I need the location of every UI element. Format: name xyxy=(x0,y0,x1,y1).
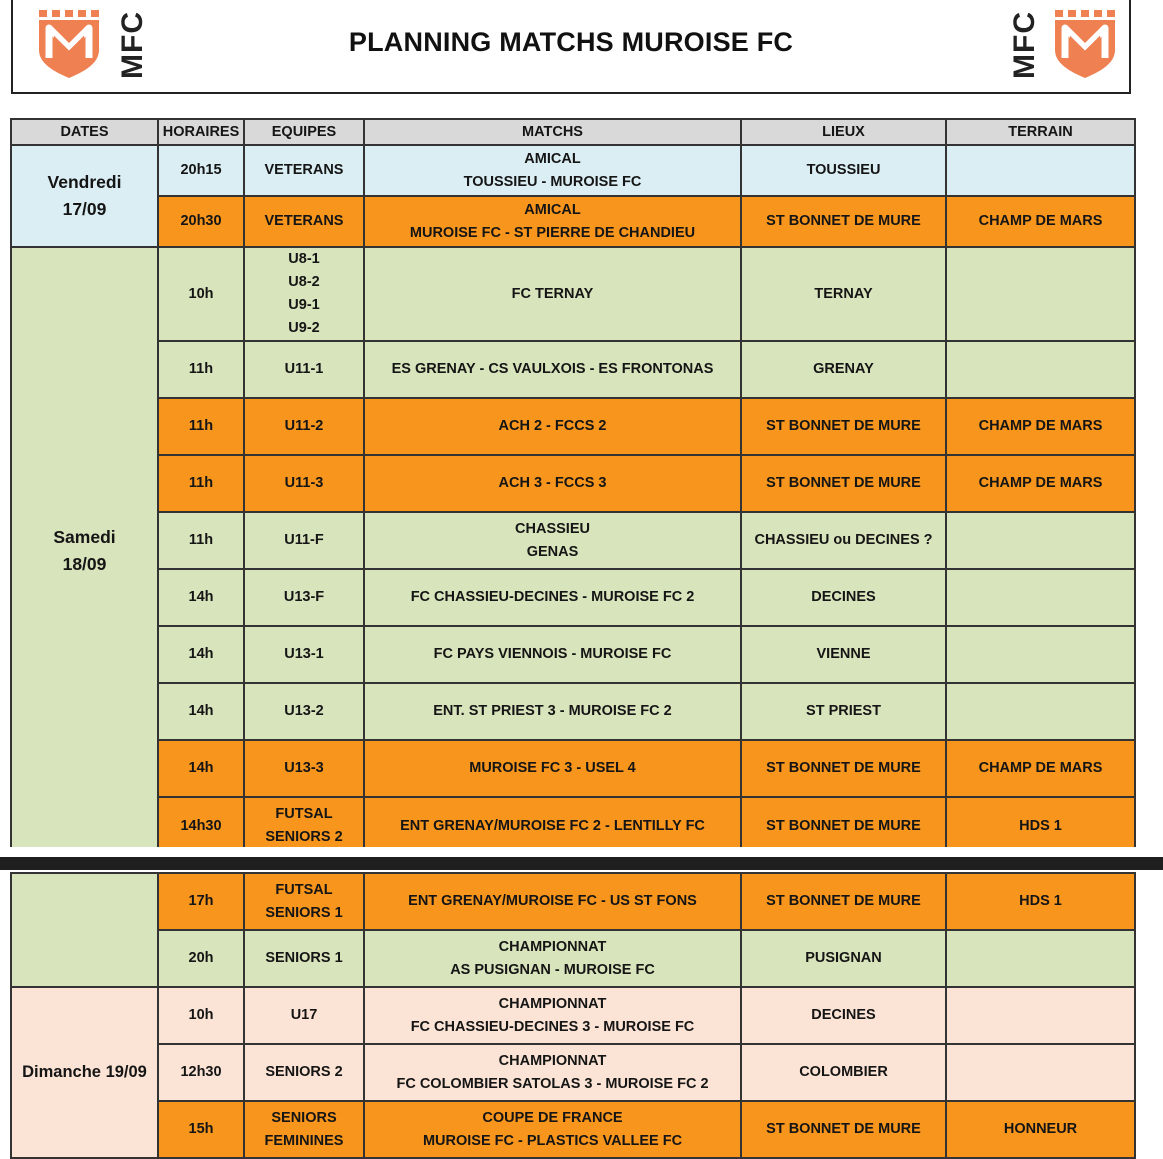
field-cell xyxy=(946,247,1135,341)
time-cell: 17h xyxy=(158,873,244,930)
mfc-vertical-text-left: MFC xyxy=(116,11,149,79)
field-cell: HDS 1 xyxy=(946,873,1135,930)
col-header-terrain: TERRAIN xyxy=(946,119,1135,145)
field-cell xyxy=(946,930,1135,987)
place-cell: ST BONNET DE MURE xyxy=(741,455,946,512)
team-cell: SENIORS FEMININES xyxy=(244,1101,364,1158)
col-header-equipes: EQUIPES xyxy=(244,119,364,145)
table-row xyxy=(11,987,1135,1044)
field-cell: HDS 1 xyxy=(946,797,1135,855)
time-cell: 10h xyxy=(158,987,244,1044)
time-cell: 14h xyxy=(158,740,244,797)
team-cell: U11-1 xyxy=(244,341,364,398)
place-cell: GRENAY xyxy=(741,341,946,398)
match-cell: AMICAL TOUSSIEU - MUROISE FC xyxy=(364,145,741,196)
time-cell: 20h15 xyxy=(158,145,244,196)
page-separator-bar xyxy=(0,857,1163,870)
place-cell: ST BONNET DE MURE xyxy=(741,196,946,247)
match-cell: FC PAYS VIENNOIS - MUROISE FC xyxy=(364,626,741,683)
table-row xyxy=(11,683,1135,740)
time-cell: 14h30 xyxy=(158,797,244,855)
team-cell: SENIORS 1 xyxy=(244,930,364,987)
mfc-vertical-text-right: MFC xyxy=(1008,11,1041,79)
table-row xyxy=(11,873,1135,930)
field-cell xyxy=(946,145,1135,196)
table-row xyxy=(11,569,1135,626)
field-cell: CHAMP DE MARS xyxy=(946,455,1135,512)
time-cell: 11h xyxy=(158,512,244,569)
match-cell: CHAMPIONNAT AS PUSIGNAN - MUROISE FC xyxy=(364,930,741,987)
field-cell: HONNEUR xyxy=(946,1101,1135,1158)
time-cell: 14h xyxy=(158,683,244,740)
col-header-horaires: HORAIRES xyxy=(158,119,244,145)
table-row xyxy=(11,1101,1135,1158)
club-crest-logo xyxy=(1051,8,1129,80)
match-cell: CHAMPIONNAT FC CHASSIEU-DECINES 3 - MUROISE FC xyxy=(364,987,741,1044)
place-cell: TERNAY xyxy=(741,247,946,341)
field-cell: CHAMP DE MARS xyxy=(946,740,1135,797)
col-header-dates: DATES xyxy=(11,119,158,145)
team-cell: U17 xyxy=(244,987,364,1044)
day-cell-samedi-continued xyxy=(11,873,158,987)
time-cell: 14h xyxy=(158,569,244,626)
table-row xyxy=(11,455,1135,512)
place-cell: ST BONNET DE MURE xyxy=(741,797,946,855)
field-cell xyxy=(946,683,1135,740)
field-cell xyxy=(946,987,1135,1044)
team-cell: U11-3 xyxy=(244,455,364,512)
field-cell xyxy=(946,1044,1135,1101)
team-cell: VETERANS xyxy=(244,145,364,196)
match-cell: MUROISE FC 3 - USEL 4 xyxy=(364,740,741,797)
table-row xyxy=(11,145,1135,196)
place-cell: ST BONNET DE MURE xyxy=(741,873,946,930)
time-cell: 12h30 xyxy=(158,1044,244,1101)
field-cell xyxy=(946,569,1135,626)
match-cell: CHAMPIONNAT FC COLOMBIER SATOLAS 3 - MUROISE FC 2 xyxy=(364,1044,741,1101)
time-cell: 11h xyxy=(158,341,244,398)
place-cell: PUSIGNAN xyxy=(741,930,946,987)
time-cell: 10h xyxy=(158,247,244,341)
time-cell: 20h30 xyxy=(158,196,244,247)
col-header-lieux: LIEUX xyxy=(741,119,946,145)
field-cell: CHAMP DE MARS xyxy=(946,196,1135,247)
place-cell: ST PRIEST xyxy=(741,683,946,740)
field-cell xyxy=(946,341,1135,398)
team-cell: SENIORS 2 xyxy=(244,1044,364,1101)
page-gap xyxy=(0,847,1163,857)
team-cell: VETERANS xyxy=(244,196,364,247)
match-cell: CHASSIEU GENAS xyxy=(364,512,741,569)
match-cell: COUPE DE FRANCE MUROISE FC - PLASTICS VALLEE FC xyxy=(364,1101,741,1158)
match-cell: ENT GRENAY/MUROISE FC - US ST FONS xyxy=(364,873,741,930)
field-cell: CHAMP DE MARS xyxy=(946,398,1135,455)
field-cell xyxy=(946,626,1135,683)
schedule-table-part-2 xyxy=(10,872,1136,1159)
time-cell: 11h xyxy=(158,398,244,455)
team-cell: U11-2 xyxy=(244,398,364,455)
match-cell: ES GRENAY - CS VAULXOIS - ES FRONTONAS xyxy=(364,341,741,398)
match-cell: AMICAL MUROISE FC - ST PIERRE DE CHANDIEU xyxy=(364,196,741,247)
place-cell: DECINES xyxy=(741,569,946,626)
team-cell: U13-F xyxy=(244,569,364,626)
match-cell: ACH 3 - FCCS 3 xyxy=(364,455,741,512)
team-cell: U8-1 U8-2 U9-1 U9-2 xyxy=(244,247,364,341)
place-cell: TOUSSIEU xyxy=(741,145,946,196)
time-cell: 11h xyxy=(158,455,244,512)
match-cell: ENT. ST PRIEST 3 - MUROISE FC 2 xyxy=(364,683,741,740)
page-title: PLANNING MATCHS MUROISE FC xyxy=(348,27,794,57)
day-cell-vendredi: Vendredi 17/09 xyxy=(11,145,158,247)
table-row xyxy=(11,1044,1135,1101)
place-cell: VIENNE xyxy=(741,626,946,683)
table-row xyxy=(11,512,1135,569)
place-cell: ST BONNET DE MURE xyxy=(741,398,946,455)
place-cell: DECINES xyxy=(741,987,946,1044)
table-row xyxy=(11,196,1135,247)
table-row xyxy=(11,247,1135,341)
table-row xyxy=(11,398,1135,455)
team-cell: FUTSAL SENIORS 1 xyxy=(244,873,364,930)
place-cell: ST BONNET DE MURE xyxy=(741,740,946,797)
schedule-table-part-1 xyxy=(10,118,1136,856)
time-cell: 20h xyxy=(158,930,244,987)
team-cell: FUTSAL SENIORS 2 xyxy=(244,797,364,855)
match-cell: ENT GRENAY/MUROISE FC 2 - LENTILLY FC xyxy=(364,797,741,855)
time-cell: 14h xyxy=(158,626,244,683)
place-cell: ST BONNET DE MURE xyxy=(741,1101,946,1158)
col-header-matchs: MATCHS xyxy=(364,119,741,145)
table-row xyxy=(11,740,1135,797)
field-cell xyxy=(946,512,1135,569)
table-header-row xyxy=(11,119,1135,145)
page-header xyxy=(11,0,1131,94)
match-cell: FC TERNAY xyxy=(364,247,741,341)
table-row xyxy=(11,626,1135,683)
team-cell: U11-F xyxy=(244,512,364,569)
place-cell: CHASSIEU ou DECINES ? xyxy=(741,512,946,569)
team-cell: U13-2 xyxy=(244,683,364,740)
match-cell: FC CHASSIEU-DECINES - MUROISE FC 2 xyxy=(364,569,741,626)
time-cell: 15h xyxy=(158,1101,244,1158)
place-cell: COLOMBIER xyxy=(741,1044,946,1101)
team-cell: U13-1 xyxy=(244,626,364,683)
table-row xyxy=(11,930,1135,987)
table-row xyxy=(11,341,1135,398)
day-cell-dimanche: Dimanche 19/09 xyxy=(11,987,158,1158)
team-cell: U13-3 xyxy=(244,740,364,797)
day-cell-samedi: Samedi 18/09 xyxy=(11,247,158,855)
match-cell: ACH 2 - FCCS 2 xyxy=(364,398,741,455)
